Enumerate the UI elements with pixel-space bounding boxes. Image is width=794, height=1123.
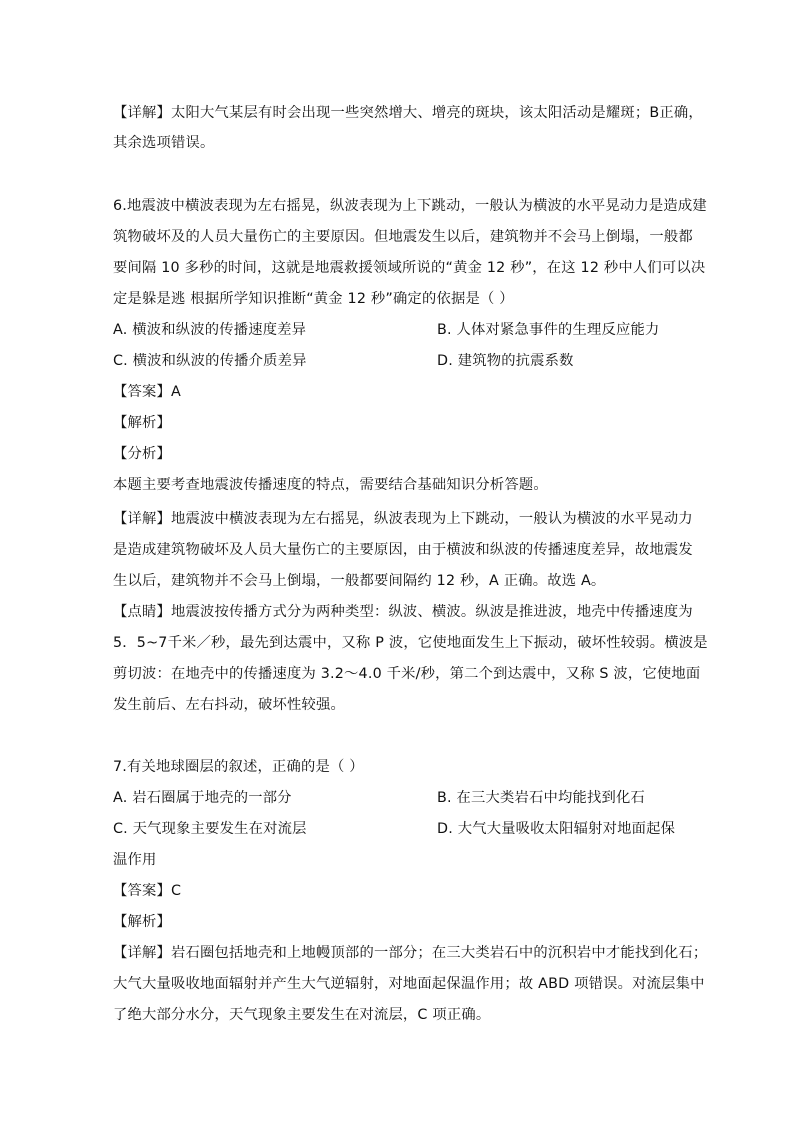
q5-detail-line-2: 其余选项错误。 xyxy=(113,135,215,151)
q6-note-line-2: 5．5~7千米／秒，最先到达震中，又称 P 波，它使地面发生上下振动，破坏性较弱。横波是 xyxy=(113,635,708,651)
q6-answer: 【答案】A xyxy=(113,384,181,400)
q6-detail-line-3: 生以后，建筑物并不会马上倒塌，一般都要间隔约 12 秒，A 正确。故选 A。 xyxy=(113,573,606,589)
q6-option-c: C. 横波和纵波的传播介质差异 xyxy=(113,353,307,369)
q6-stem-line-2: 筑物破坏及的人员大量伤亡的主要原因。但地震发生以后，建筑物并不会马上倒塌，一般都 xyxy=(113,229,693,245)
q7-detail-line-3: 了绝大部分水分，天气现象主要发生在对流层，C 项正确。 xyxy=(113,1007,491,1023)
q6-fenxi-text: 本题主要考查地震波传播速度的特点，需要结合基础知识分析答题。 xyxy=(113,477,548,493)
q6-stem-line-1: 6.地震波中横波表现为左右摇晃，纵波表现为上下跳动，一般认为横波的水平晃动力是造成建 xyxy=(113,198,707,214)
q7-answer: 【答案】C xyxy=(113,883,182,899)
q6-stem-line-4: 定是躲是逃 根据所学知识推断“黄金 12 秒”确定的依据是（ ） xyxy=(113,291,514,307)
q6-option-b: B. 人体对紧急事件的生理反应能力 xyxy=(437,322,660,338)
q7-detail-line-2: 大气大量吸收地面辐射并产生大气逆辐射，对地面起保温作用；故 ABD 项错误。对流层集中 xyxy=(113,976,705,992)
q6-option-a: A. 横波和纵波的传播速度差异 xyxy=(113,322,307,338)
q7-option-c: C. 天气现象主要发生在对流层 xyxy=(113,821,307,837)
q7-option-d: D. 大气大量吸收太阳辐射对地面起保 xyxy=(437,821,676,837)
q7-stem: 7.有关地球圈层的叙述，正确的是（ ） xyxy=(113,759,364,775)
q7-option-d-continued: 温作用 xyxy=(113,852,157,868)
q6-option-d: D. 建筑物的抗震系数 xyxy=(437,353,574,369)
q6-note-line-4: 发生前后、左右抖动，破坏性较强。 xyxy=(113,697,345,713)
q7-option-a: A. 岩石圈属于地壳的一部分 xyxy=(113,790,292,806)
q7-detail-line-1: 【详解】岩石圈包括地壳和上地幔顶部的一部分；在三大类岩石中的沉积岩中才能找到化石； xyxy=(113,945,708,961)
q5-detail-line-1: 【详解】太阳大气某层有时会出现一些突然增大、增亮的斑块，该太阳活动是耀斑；B正确， xyxy=(113,105,703,121)
q7-option-b: B. 在三大类岩石中均能找到化石 xyxy=(437,790,645,806)
q6-fenxi-tag: 【分析】 xyxy=(113,446,171,462)
q6-detail-line-1: 【详解】地震波中横波表现为左右摇晃，纵波表现为上下跳动，一般认为横波的水平晃动力 xyxy=(113,511,693,527)
q6-note-line-1: 【点睛】地震波按传播方式分为两种类型：纵波、横波。纵波是推进波，地壳中传播速度为 xyxy=(113,604,693,620)
q6-stem-line-3: 要间隔 10 多秒的时间，这就是地震救援领域所说的“黄金 12 秒”，在这 12 秒中人们可以决 xyxy=(113,260,706,276)
q6-analysis-tag: 【解析】 xyxy=(113,415,171,431)
q6-detail-line-2: 是造成建筑物破坏及人员大量伤亡的主要原因，由于横波和纵波的传播速度差异，故地震发 xyxy=(113,542,693,558)
q7-analysis-tag: 【解析】 xyxy=(113,914,171,930)
q6-note-line-3: 剪切波：在地壳中的传播速度为 3.2～4.0 千米/秒，第二个到达震中，又称 S 波，它使地面 xyxy=(113,666,701,682)
